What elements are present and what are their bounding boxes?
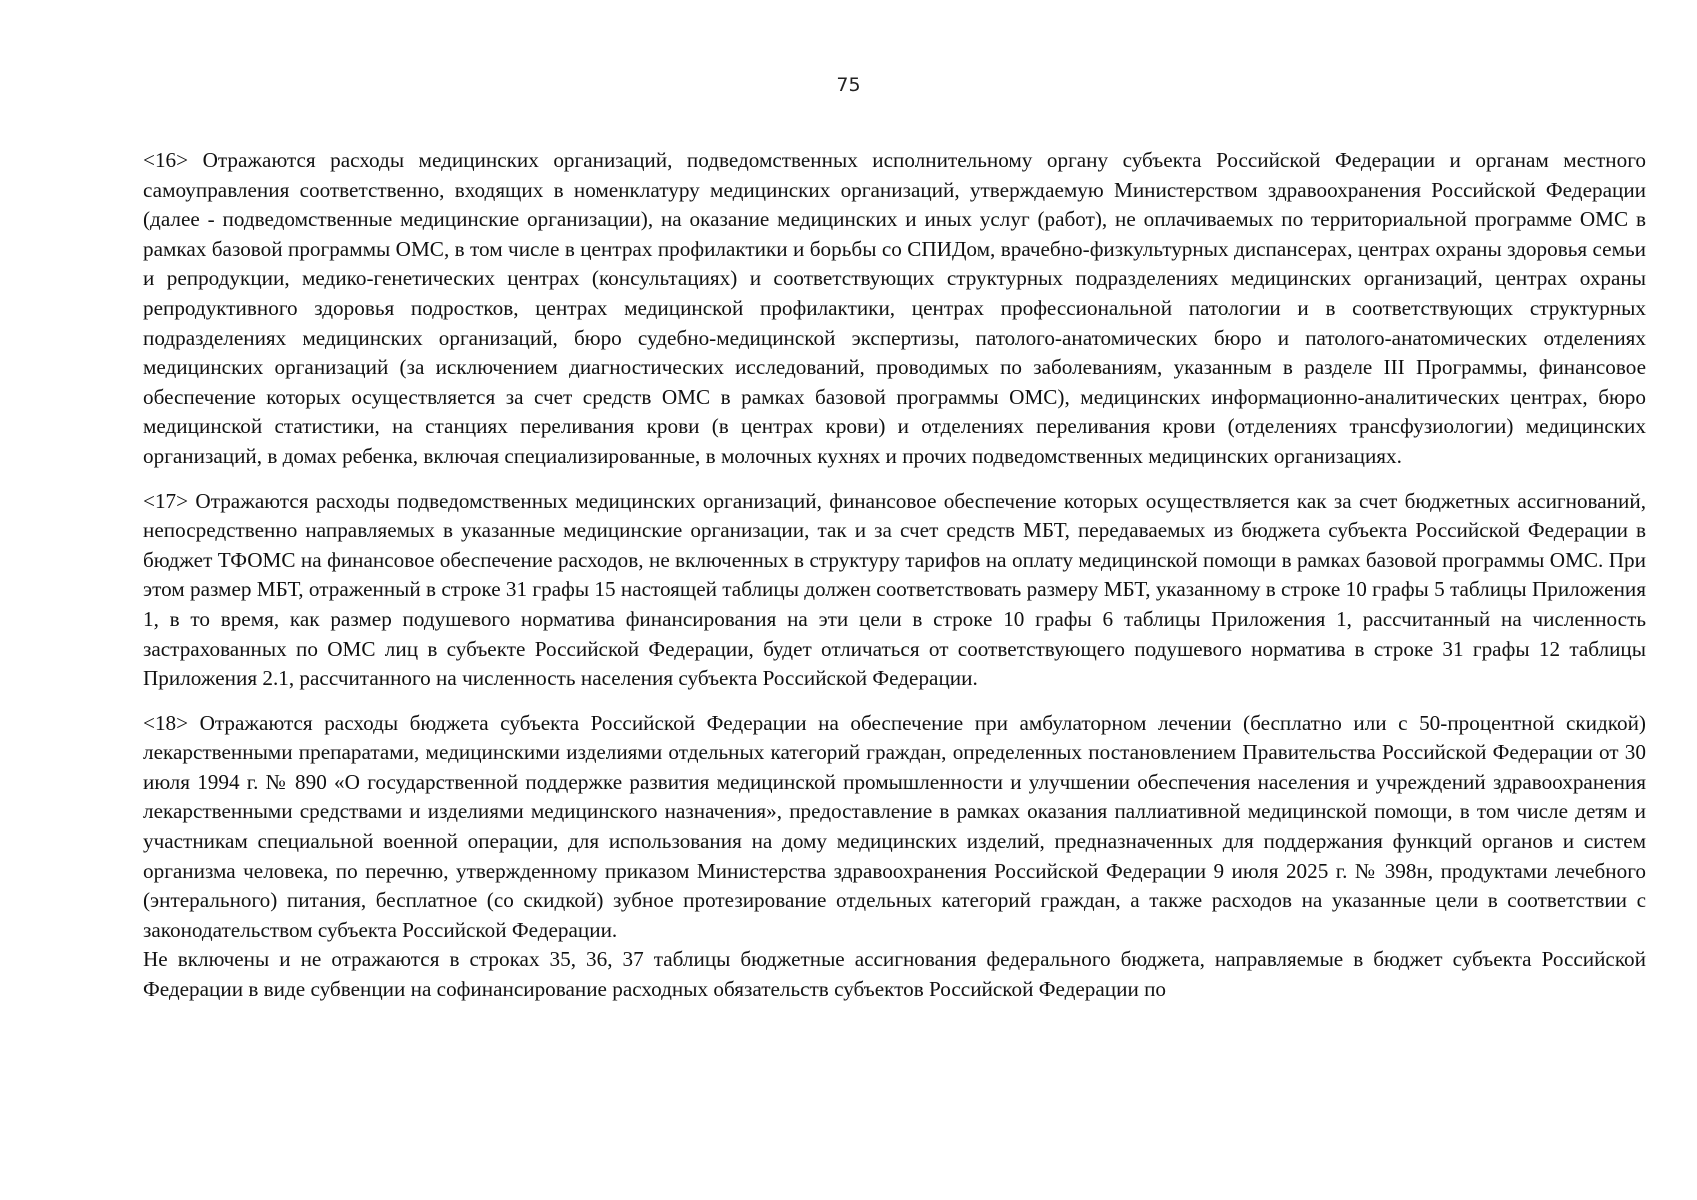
page-number: 75 xyxy=(836,74,861,96)
exclusion-paragraph: Не включены и не отражаются в строках 35, 36, 37 таблицы бюджетные ассигнования федерального бюджета, направляемые в бюджет субъекта Российской Федерации в виде субвенции на софинансирование расходных обязательств субъектов Российской Федерации по xyxy=(143,947,1646,1002)
footnote-18-paragraph: <18> Отражаются расходы бюджета субъекта Российской Федерации на обеспечение при амбулаторном лечении (бесплатно или с 50-процентной скидкой) лекарственными препаратами, медицинскими изделиями отдельных категорий граждан, определенных постановлением Правительства Российской Федерации от 30 июля 1994 г. № 890 «О государственной поддержке развития медицинской промышленности и улучшении обеспечения населения и учреждений здравоохранения лекарственными средствами и изделиями медицинского назначения», предоставление в рамках оказания паллиативной медицинской помощи, в том числе детям и участникам специальной военной операции, для использования на дому медицинских изделий, предназначенных для поддержания функций органов и систем организма человека, по перечню, утвержденному приказом Министерства здравоохранения Российской Федерации 9 июля 2025 г. № 398н, продуктами лечебного (энтерального) питания, бесплатное (со скидкой) зубное протезирование отдельных категорий граждан, а также расходов на указанные цели в соответствии с законодательством субъекта Российской Федерации. xyxy=(143,710,1646,942)
document-body xyxy=(143,146,1646,1005)
footnote-16-paragraph: <16> Отражаются расходы медицинских организаций, подведомственных исполнительному органу субъекта Российской Федерации и органам местного самоуправления соответственно, входящих в номенклатуру медицинских организаций, утверждаемую Министерством здравоохранения Российской Федерации (далее - подведомственные медицинские организации), на оказание медицинских и иных услуг (работ), не оплачиваемых по территориальной программе ОМС в рамках базовой программы ОМС, в том числе в центрах профилактики и борьбы со СПИДом, врачебно-физкультурных диспансерах, центрах охраны здоровья семьи и репродукции, медико-генетических центрах (консультациях) и соответствующих структурных подразделениях медицинских организаций, центрах охраны репродуктивного здоровья подростков, центрах медицинской профилактики, центрах профессиональной патологии и в соответствующих структурных подразделениях медицинских организаций, бюро судебно-медицинской экспертизы, патолого-анатомических бюро и патолого-анатомических отделениях медицинских организаций (за исключением диагностических исследований, проводимых по заболеваниям, указанным в разделе III Программы, финансовое обеспечение которых осуществляется за счет средств ОМС в рамках базовой программы ОМС), медицинских информационно-аналитических центрах, бюро медицинской статистики, на станциях переливания крови (в центрах крови) и отделениях переливания крови (отделениях трансфузиологии) медицинских организаций, в домах ребенка, включая специализированные, в молочных кухнях и прочих подведомственных медицинских организациях. xyxy=(143,148,1646,468)
footnote-17-paragraph: <17> Отражаются расходы подведомственных медицинских организаций, финансовое обеспечение которых осуществляется как за счет бюджетных ассигнований, непосредственно направляемых в указанные медицинские организации, так и за счет средств МБТ, передаваемых из бюджета субъекта Российской Федерации в бюджет ТФОМС на финансовое обеспечение расходов, не включенных в структуру тарифов на оплату медицинской помощи в рамках базовой программы ОМС. При этом размер МБТ, отраженный в строке 31 графы 15 настоящей таблицы должен соответствовать размеру МБТ, указанному в строке 10 графы 5 таблицы Приложения 1, в то время, как размер подушевого норматива финансирования на эти цели в строке 10 графы 6 таблицы Приложения 1, рассчитанный на численность застрахованных по ОМС лиц в субъекте Российской Федерации, будет отличаться от соответствующего подушевого норматива в строке 31 графы 12 таблицы Приложения 2.1, рассчитанного на численность населения субъекта Российской Федерации. xyxy=(143,488,1646,691)
